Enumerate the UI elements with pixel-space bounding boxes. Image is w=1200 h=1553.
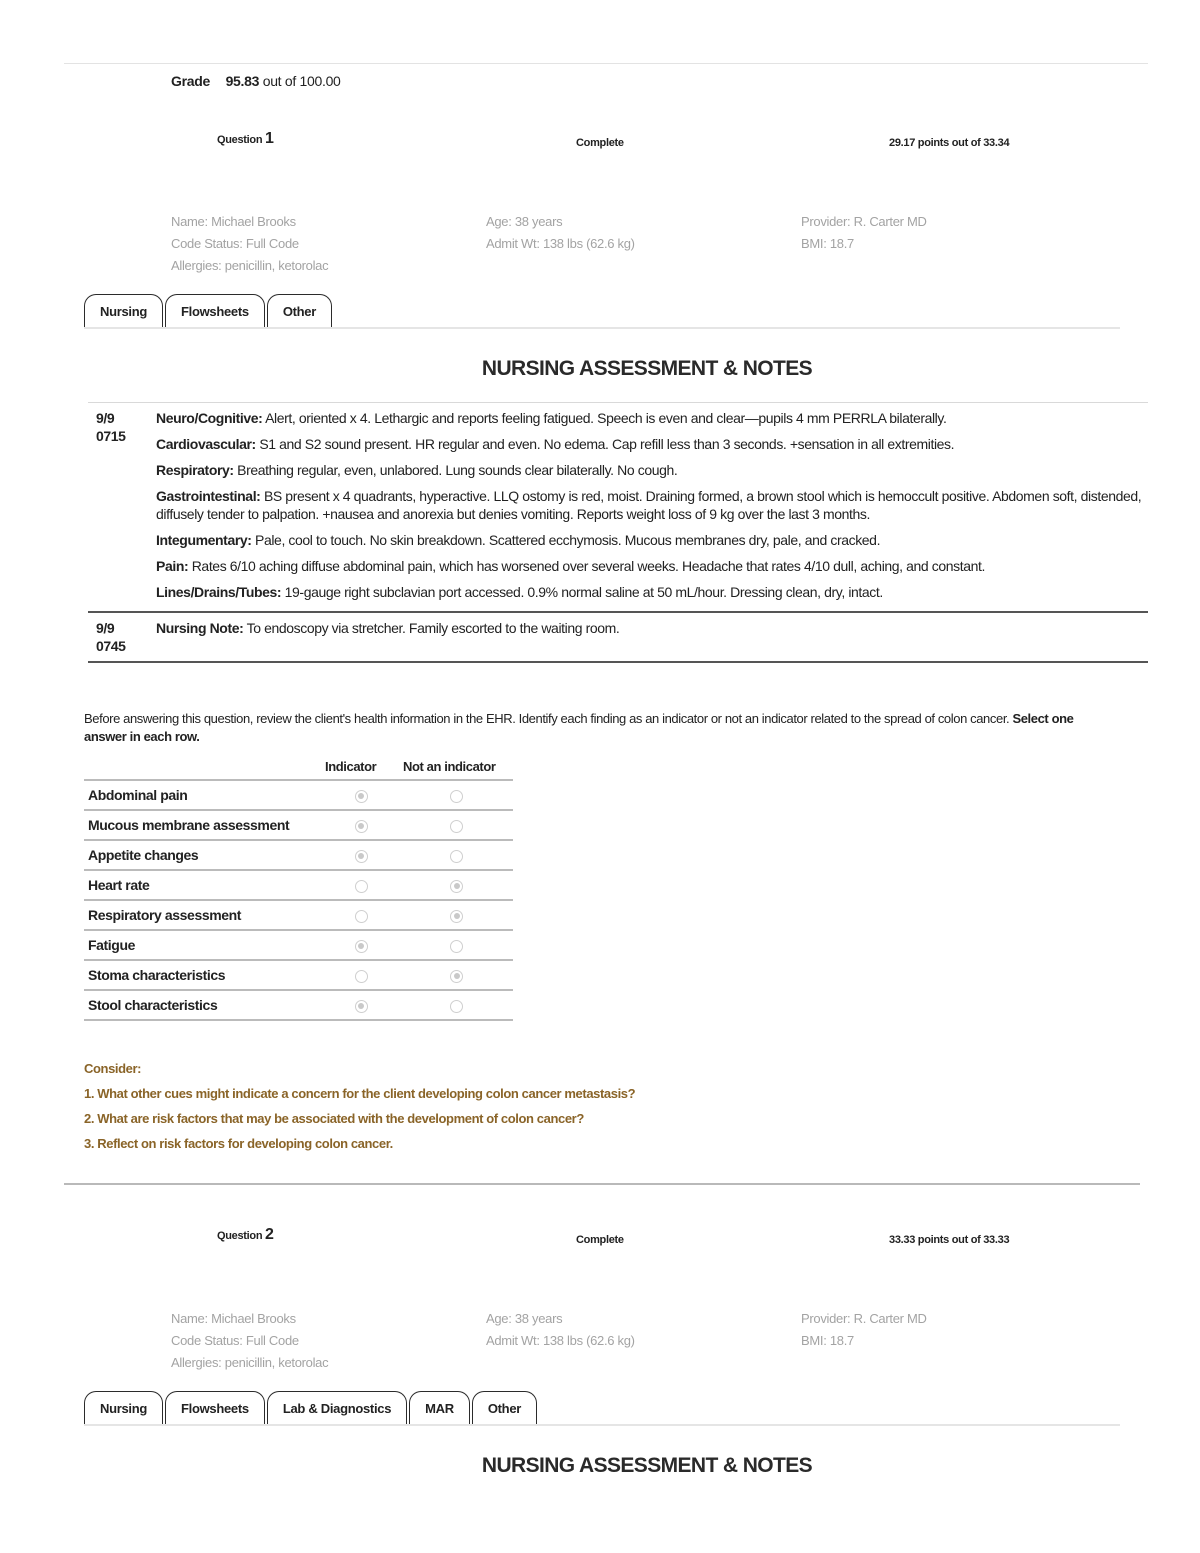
patient-code-status: Code Status: Full Code xyxy=(171,1333,299,1348)
matrix-row xyxy=(84,840,513,870)
not-indicator-radio[interactable] xyxy=(450,940,463,953)
q2-ehr-tabs xyxy=(84,1391,539,1425)
finding-label: Appetite changes xyxy=(84,840,322,870)
matrix-row xyxy=(84,990,513,1020)
q2-tab-rule xyxy=(84,1424,1120,1426)
matrix-row xyxy=(84,780,513,810)
tab-other[interactable]: Other xyxy=(472,1391,537,1425)
not-indicator-cell xyxy=(400,780,513,810)
note-date: 9/9 xyxy=(96,620,115,636)
question-2-status: Complete xyxy=(576,1234,624,1246)
not-indicator-cell xyxy=(400,870,513,900)
question-prompt xyxy=(84,710,1114,746)
tab-nursing[interactable]: Nursing xyxy=(84,294,163,328)
question-1-title: Question 1 xyxy=(217,130,274,147)
not-indicator-radio[interactable] xyxy=(450,970,463,983)
matrix-header xyxy=(84,753,513,780)
indicator-cell xyxy=(322,870,400,900)
finding-label: Heart rate xyxy=(84,870,322,900)
not-indicator-radio[interactable] xyxy=(450,850,463,863)
not-indicator-cell xyxy=(400,930,513,960)
q2-patient-col-1 xyxy=(171,1308,328,1374)
indicator-radio[interactable] xyxy=(355,790,368,803)
consider-title: Consider: xyxy=(84,1061,142,1076)
not-indicator-cell xyxy=(400,900,513,930)
matrix-row xyxy=(84,900,513,930)
q1-patient-col-3 xyxy=(801,211,927,255)
finding-label: Abdominal pain xyxy=(84,780,322,810)
patient-name: Name: Michael Brooks xyxy=(171,1311,296,1326)
q1-ehr-tabs xyxy=(84,294,334,328)
matrix-header-blank xyxy=(84,753,322,780)
patient-age: Age: 38 years xyxy=(486,1311,563,1326)
indicator-cell xyxy=(322,990,400,1020)
note-date: 9/9 xyxy=(96,410,115,426)
prompt-text: Before answering this question, review the client's health information in the EHR. Identify each finding as an indicator or not an indicator related to the spread of colon cancer. xyxy=(84,711,1013,726)
not-indicator-radio[interactable] xyxy=(450,1000,463,1013)
not-indicator-radio[interactable] xyxy=(450,880,463,893)
prompt-instruction: Select one answer in each row. xyxy=(84,711,1074,744)
q1-patient-col-1 xyxy=(171,211,328,277)
note-neuro: Neuro/Cognitive: Alert, oriented x 4. Lethargic and reports feeling fatigued. Speech is even and clear—pupils 4 mm PERRLA bilaterally. xyxy=(156,410,947,426)
tab-nursing[interactable]: Nursing xyxy=(84,1391,163,1425)
question-2-title: Question 2 xyxy=(217,1226,274,1243)
not-indicator-cell xyxy=(400,990,513,1020)
grade-value: 95.83 xyxy=(225,73,260,89)
notes-row xyxy=(88,612,1148,662)
not-indicator-radio[interactable] xyxy=(450,910,463,923)
tab-flowsheets[interactable]: Flowsheets xyxy=(165,1391,265,1425)
section-title: NURSING ASSESSMENT & NOTES xyxy=(481,357,813,380)
patient-age: Age: 38 years xyxy=(486,214,563,229)
patient-allergies: Allergies: penicillin, ketorolac xyxy=(171,1355,329,1370)
matrix-row xyxy=(84,930,513,960)
nursing-notes-table xyxy=(88,402,1148,663)
indicator-radio[interactable] xyxy=(355,850,368,863)
not-indicator-cell xyxy=(400,840,513,870)
finding-label: Stool characteristics xyxy=(84,990,322,1020)
patient-allergies: Allergies: penicillin, ketorolac xyxy=(171,258,329,273)
patient-provider: Provider: R. Carter MD xyxy=(801,1311,927,1326)
finding-label: Mucous membrane assessment xyxy=(84,810,322,840)
consider-item: 2. What are risk factors that may be associated with the development of colon cancer? xyxy=(84,1111,584,1126)
note-datetime xyxy=(88,403,156,613)
indicator-cell xyxy=(322,840,400,870)
col-indicator: Indicator xyxy=(322,753,400,780)
note-datetime xyxy=(88,612,156,662)
patient-admit-weight: Admit Wt: 138 lbs (62.6 kg) xyxy=(486,1333,635,1348)
consider-box xyxy=(84,1056,635,1156)
note-nursing: Nursing Note: To endoscopy via stretcher. Family escorted to the waiting room. xyxy=(156,620,620,636)
section-title-2: NURSING ASSESSMENT & NOTES xyxy=(481,1454,813,1477)
consider-item: 1. What other cues might indicate a concern for the client developing colon cancer metastasis? xyxy=(84,1086,636,1101)
patient-code-status: Code Status: Full Code xyxy=(171,236,299,251)
note-pain: Pain: Rates 6/10 aching diffuse abdominal pain, which has worsened over several weeks. Headache that rates 4/10 dull, aching, and constant. xyxy=(156,558,986,574)
question-2-number: 2 xyxy=(265,1226,274,1243)
top-rule xyxy=(64,63,1148,64)
consider-item: 3. Reflect on risk factors for developing colon cancer. xyxy=(84,1136,393,1151)
q2-patient-col-3 xyxy=(801,1308,927,1352)
indicator-radio[interactable] xyxy=(355,970,368,983)
grade-label: Grade xyxy=(171,73,210,89)
question-1-status: Complete xyxy=(576,137,624,149)
note-cardiovascular: Cardiovascular: S1 and S2 sound present. HR regular and even. No edema. Cap refill less than 3 seconds. +sensation in all extremities. xyxy=(156,436,955,452)
patient-provider: Provider: R. Carter MD xyxy=(801,214,927,229)
note-integumentary: Integumentary: Pale, cool to touch. No skin breakdown. Scattered ecchymosis. Mucous membranes dry, pale, and cracked. xyxy=(156,532,881,548)
indicator-matrix xyxy=(84,753,513,1021)
note-time: 0715 xyxy=(96,428,126,444)
indicator-cell xyxy=(322,930,400,960)
matrix-row xyxy=(84,960,513,990)
not-indicator-radio[interactable] xyxy=(450,820,463,833)
tab-lab-diagnostics[interactable]: Lab & Diagnostics xyxy=(267,1391,407,1425)
tab-mar[interactable]: MAR xyxy=(409,1391,470,1425)
indicator-cell xyxy=(322,960,400,990)
notes-row xyxy=(88,403,1148,613)
matrix-row xyxy=(84,870,513,900)
indicator-cell xyxy=(322,780,400,810)
question-1-number: 1 xyxy=(265,130,274,147)
not-indicator-radio[interactable] xyxy=(450,790,463,803)
note-content xyxy=(156,403,1148,613)
finding-label: Stoma characteristics xyxy=(84,960,322,990)
finding-label: Fatigue xyxy=(84,930,322,960)
patient-name: Name: Michael Brooks xyxy=(171,214,296,229)
patient-bmi: BMI: 18.7 xyxy=(801,236,854,251)
finding-label: Respiratory assessment xyxy=(84,900,322,930)
question-divider xyxy=(64,1183,1140,1185)
note-time: 0745 xyxy=(96,638,126,654)
patient-admit-weight: Admit Wt: 138 lbs (62.6 kg) xyxy=(486,236,635,251)
patient-bmi: BMI: 18.7 xyxy=(801,1333,854,1348)
tab-other[interactable]: Other xyxy=(267,294,332,328)
matrix-body xyxy=(84,780,513,1020)
note-gastrointestinal: Gastrointestinal: BS present x 4 quadrants, hyperactive. LLQ ostomy is red, moist. Draining formed, a brown stool which is hemoccult positive. Abdomen soft, distended, diffusely tender to palpation. +nausea and anorexia but denies vomiting. Reports weight loss of 9 kg over the last 3 months. xyxy=(156,488,1142,522)
indicator-radio[interactable] xyxy=(355,820,368,833)
note-respiratory: Respiratory: Breathing regular, even, unlabored. Lung sounds clear bilaterally. No cough. xyxy=(156,462,678,478)
col-not-indicator: Not an indicator xyxy=(400,753,513,780)
q2-patient-col-2 xyxy=(486,1308,635,1352)
not-indicator-cell xyxy=(400,810,513,840)
question-1-points: 29.17 points out of 33.34 xyxy=(889,137,1010,149)
question-2-points: 33.33 points out of 33.33 xyxy=(889,1234,1010,1246)
not-indicator-cell xyxy=(400,960,513,990)
q1-tab-rule xyxy=(84,327,1120,329)
indicator-cell xyxy=(322,900,400,930)
note-content xyxy=(156,612,1148,662)
indicator-radio[interactable] xyxy=(355,1000,368,1013)
note-lines-drains: Lines/Drains/Tubes: 19-gauge right subclavian port accessed. 0.9% normal saline at 50 mL/hour. Dressing clean, dry, intact. xyxy=(156,584,883,600)
indicator-radio[interactable] xyxy=(355,880,368,893)
indicator-radio[interactable] xyxy=(355,910,368,923)
indicator-cell xyxy=(322,810,400,840)
matrix-row xyxy=(84,810,513,840)
grade-summary xyxy=(171,73,341,89)
indicator-radio[interactable] xyxy=(355,940,368,953)
tab-flowsheets[interactable]: Flowsheets xyxy=(165,294,265,328)
q1-patient-col-2 xyxy=(486,211,635,255)
grade-suffix: out of 100.00 xyxy=(262,73,341,89)
